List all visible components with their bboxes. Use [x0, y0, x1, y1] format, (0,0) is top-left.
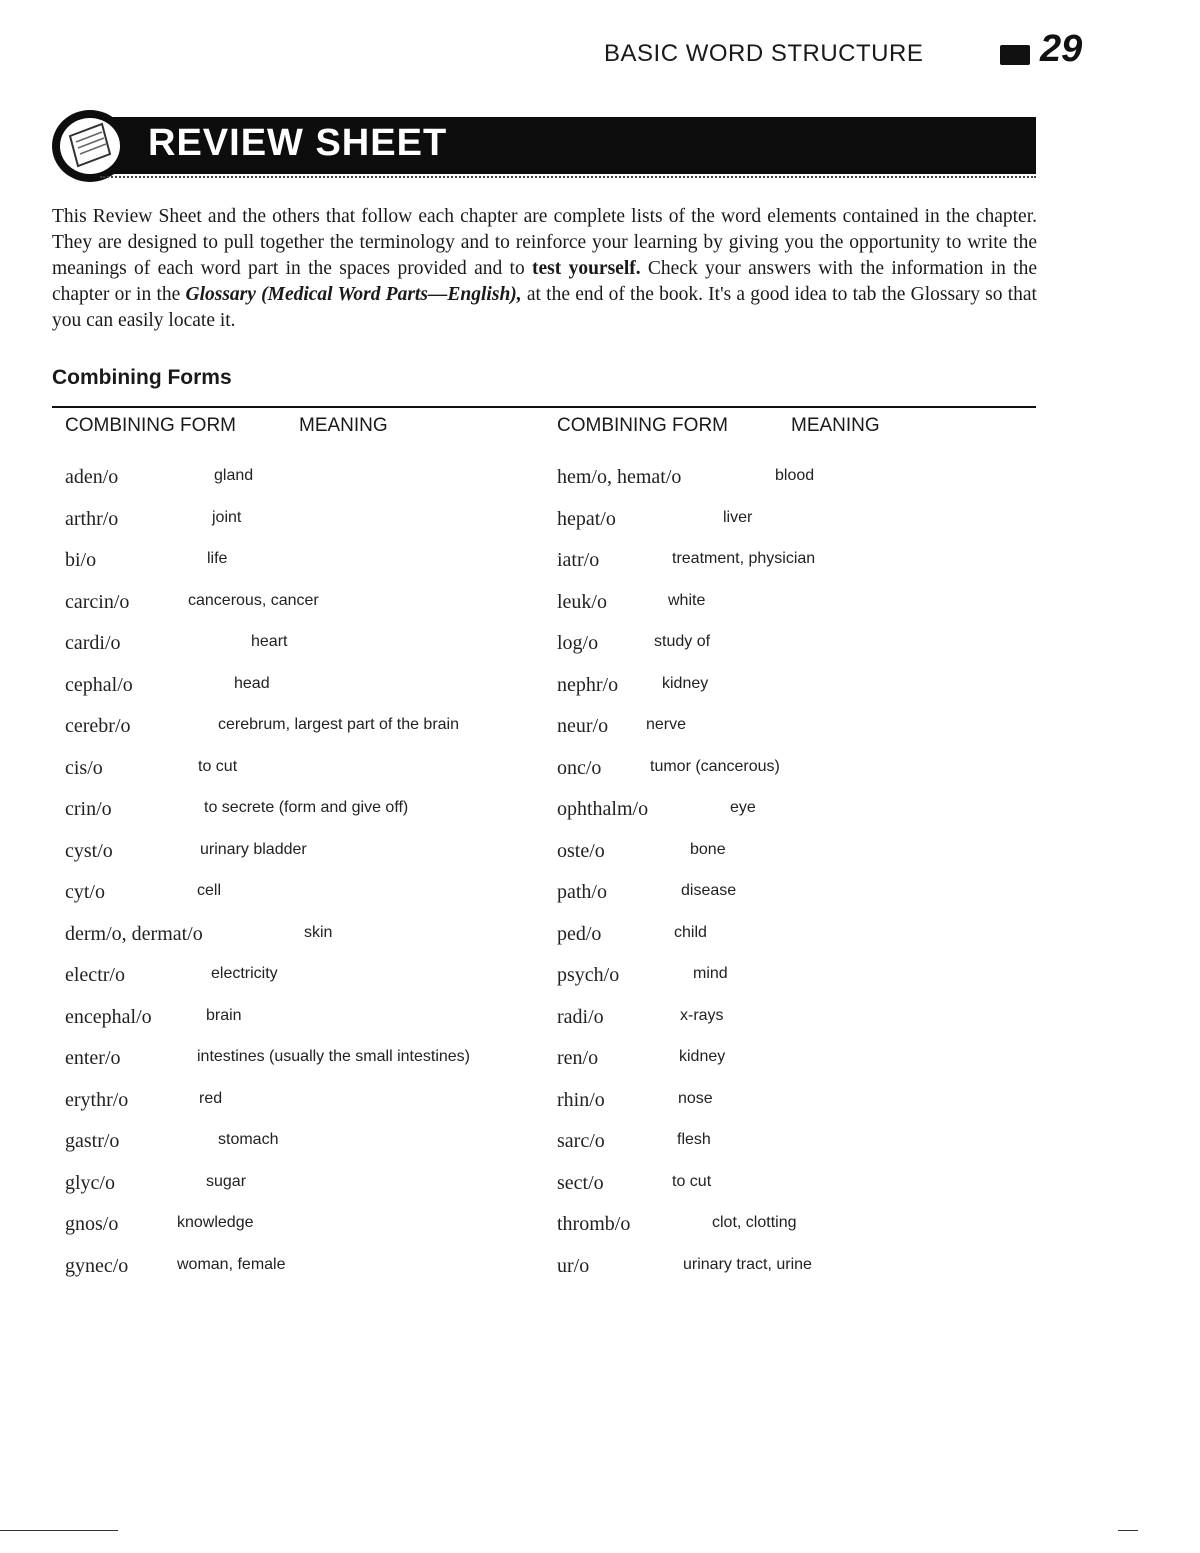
- left-combining-form: encephal/o: [65, 1005, 152, 1028]
- section-heading: Combining Forms: [52, 366, 232, 389]
- right-meaning: child: [674, 923, 707, 941]
- left-meaning: cancerous, cancer: [188, 591, 319, 609]
- left-meaning: head: [234, 674, 270, 692]
- right-combining-form: ophthalm/o: [557, 798, 649, 820]
- footer-rule-right: [1118, 1530, 1138, 1531]
- right-combining-form: psych/o: [557, 964, 620, 986]
- right-meaning: study of: [654, 633, 711, 650]
- left-combining-form: erythr/o: [65, 1088, 129, 1111]
- right-meaning: clot, clotting: [712, 1214, 797, 1231]
- left-combining-form: cardi/o: [65, 632, 121, 654]
- banner-divider: [100, 176, 1036, 178]
- right-combining-form: oste/o: [557, 839, 605, 862]
- left-combining-form: aden/o: [65, 466, 119, 488]
- left-combining-form: carcin/o: [65, 590, 130, 613]
- left-meaning: red: [199, 1089, 223, 1107]
- left-combining-form: cerebr/o: [65, 715, 131, 737]
- right-combining-form: ur/o: [557, 1254, 590, 1277]
- intro-text-1: This Review Sheet and the others that follow each chapter are complete lists of the word elements contained in the chapter. They are designed to pull together the terminology and to reinforce your learning by giving you the opportunity to write the meanings of each word part in the spaces provided and to: [52, 206, 1037, 279]
- banner-title: REVIEW SHEET: [148, 122, 448, 164]
- right-combining-form: ren/o: [557, 1047, 599, 1069]
- left-meaning: to cut: [198, 757, 238, 775]
- left-combining-form: crin/o: [65, 798, 112, 820]
- left-meaning: urinary bladder: [200, 840, 307, 858]
- intro-glossary-ref: Glossary (Medical Word Parts—English),: [185, 284, 522, 305]
- right-meaning: kidney: [679, 1048, 726, 1065]
- left-combining-form: cis/o: [65, 756, 103, 779]
- intro-test-yourself: test yourself.: [532, 258, 641, 279]
- right-meaning: x-rays: [680, 1006, 724, 1024]
- left-meaning: brain: [206, 1006, 242, 1024]
- left-meaning: cell: [197, 882, 222, 899]
- right-meaning: nerve: [646, 716, 687, 733]
- left-meaning: stomach: [218, 1131, 279, 1148]
- right-combining-form: radi/o: [557, 1005, 604, 1028]
- right-combining-form: thromb/o: [557, 1213, 631, 1235]
- right-combining-form: leuk/o: [557, 590, 607, 613]
- left-meaning: gland: [214, 467, 254, 484]
- left-combining-form: gastr/o: [65, 1130, 120, 1152]
- right-meaning: liver: [723, 508, 753, 526]
- left-combining-form: arthr/o: [65, 507, 119, 530]
- right-meaning: nose: [678, 1089, 713, 1107]
- right-combining-form: onc/o: [557, 756, 602, 779]
- page-marker-icon: [1000, 45, 1030, 65]
- right-meaning: to cut: [672, 1172, 712, 1190]
- intro-paragraph: [52, 204, 1037, 334]
- left-form-header: COMBINING FORM: [65, 415, 236, 436]
- right-meaning: kidney: [662, 674, 709, 692]
- right-form-header: COMBINING FORM: [557, 415, 728, 436]
- left-combining-form: derm/o, dermat/o: [65, 922, 203, 945]
- right-combining-form: sect/o: [557, 1171, 604, 1194]
- left-combining-form: cyt/o: [65, 881, 105, 903]
- right-meaning: tumor (cancerous): [650, 757, 780, 775]
- left-meaning: knowledge: [177, 1214, 254, 1231]
- right-meaning: eye: [730, 799, 756, 816]
- right-meaning-header: MEANING: [791, 415, 880, 436]
- right-meaning: mind: [693, 965, 728, 982]
- left-meaning: skin: [304, 923, 333, 941]
- notepad-icon: [50, 108, 130, 184]
- right-combining-form: path/o: [557, 881, 607, 903]
- right-combining-form: iatr/o: [557, 549, 600, 571]
- left-meaning: electricity: [211, 965, 278, 982]
- left-meaning: life: [207, 550, 228, 567]
- right-meaning: blood: [775, 467, 815, 484]
- left-combining-form: cephal/o: [65, 673, 133, 696]
- right-meaning: white: [668, 591, 706, 609]
- left-combining-form: gnos/o: [65, 1213, 119, 1235]
- left-combining-form: electr/o: [65, 964, 125, 986]
- left-meaning: woman, female: [177, 1255, 286, 1273]
- right-combining-form: neur/o: [557, 715, 609, 737]
- left-meaning: heart: [251, 633, 288, 650]
- right-meaning: treatment, physician: [672, 550, 816, 567]
- right-combining-form: hem/o, hemat/o: [557, 466, 682, 488]
- right-combining-form: ped/o: [557, 922, 602, 945]
- left-combining-form: cyst/o: [65, 839, 113, 862]
- footer-rule-left: [0, 1530, 118, 1531]
- table-top-rule: [52, 406, 1036, 408]
- page-number: 29: [1040, 28, 1083, 70]
- intro-text-2: Check your answers with the information in the chapter or in the: [52, 258, 1038, 305]
- left-combining-form: gynec/o: [65, 1254, 129, 1277]
- left-meaning: intestines (usually the small intestines): [197, 1048, 471, 1065]
- left-meaning-header: MEANING: [299, 415, 388, 436]
- intro-text-3: at the end of the book. It's a good idea to tab the Glossary so that you can easily locate it.: [52, 284, 1037, 331]
- right-meaning: urinary tract, urine: [683, 1255, 812, 1273]
- left-combining-form: enter/o: [65, 1047, 121, 1069]
- left-combining-form: bi/o: [65, 549, 97, 571]
- running-header: BASIC WORD STRUCTURE: [604, 40, 924, 67]
- right-combining-form: nephr/o: [557, 673, 619, 696]
- right-combining-form: hepat/o: [557, 507, 616, 530]
- left-meaning: sugar: [206, 1172, 247, 1190]
- right-meaning: disease: [681, 882, 737, 899]
- left-meaning: to secrete (form and give off): [204, 799, 409, 816]
- right-combining-form: sarc/o: [557, 1130, 605, 1152]
- left-meaning: joint: [212, 508, 242, 526]
- right-combining-form: log/o: [557, 632, 599, 654]
- left-meaning: cerebrum, largest part of the brain: [218, 716, 460, 733]
- right-combining-form: rhin/o: [557, 1088, 605, 1111]
- right-meaning: bone: [690, 840, 726, 858]
- right-meaning: flesh: [677, 1131, 711, 1148]
- left-combining-form: glyc/o: [65, 1171, 115, 1194]
